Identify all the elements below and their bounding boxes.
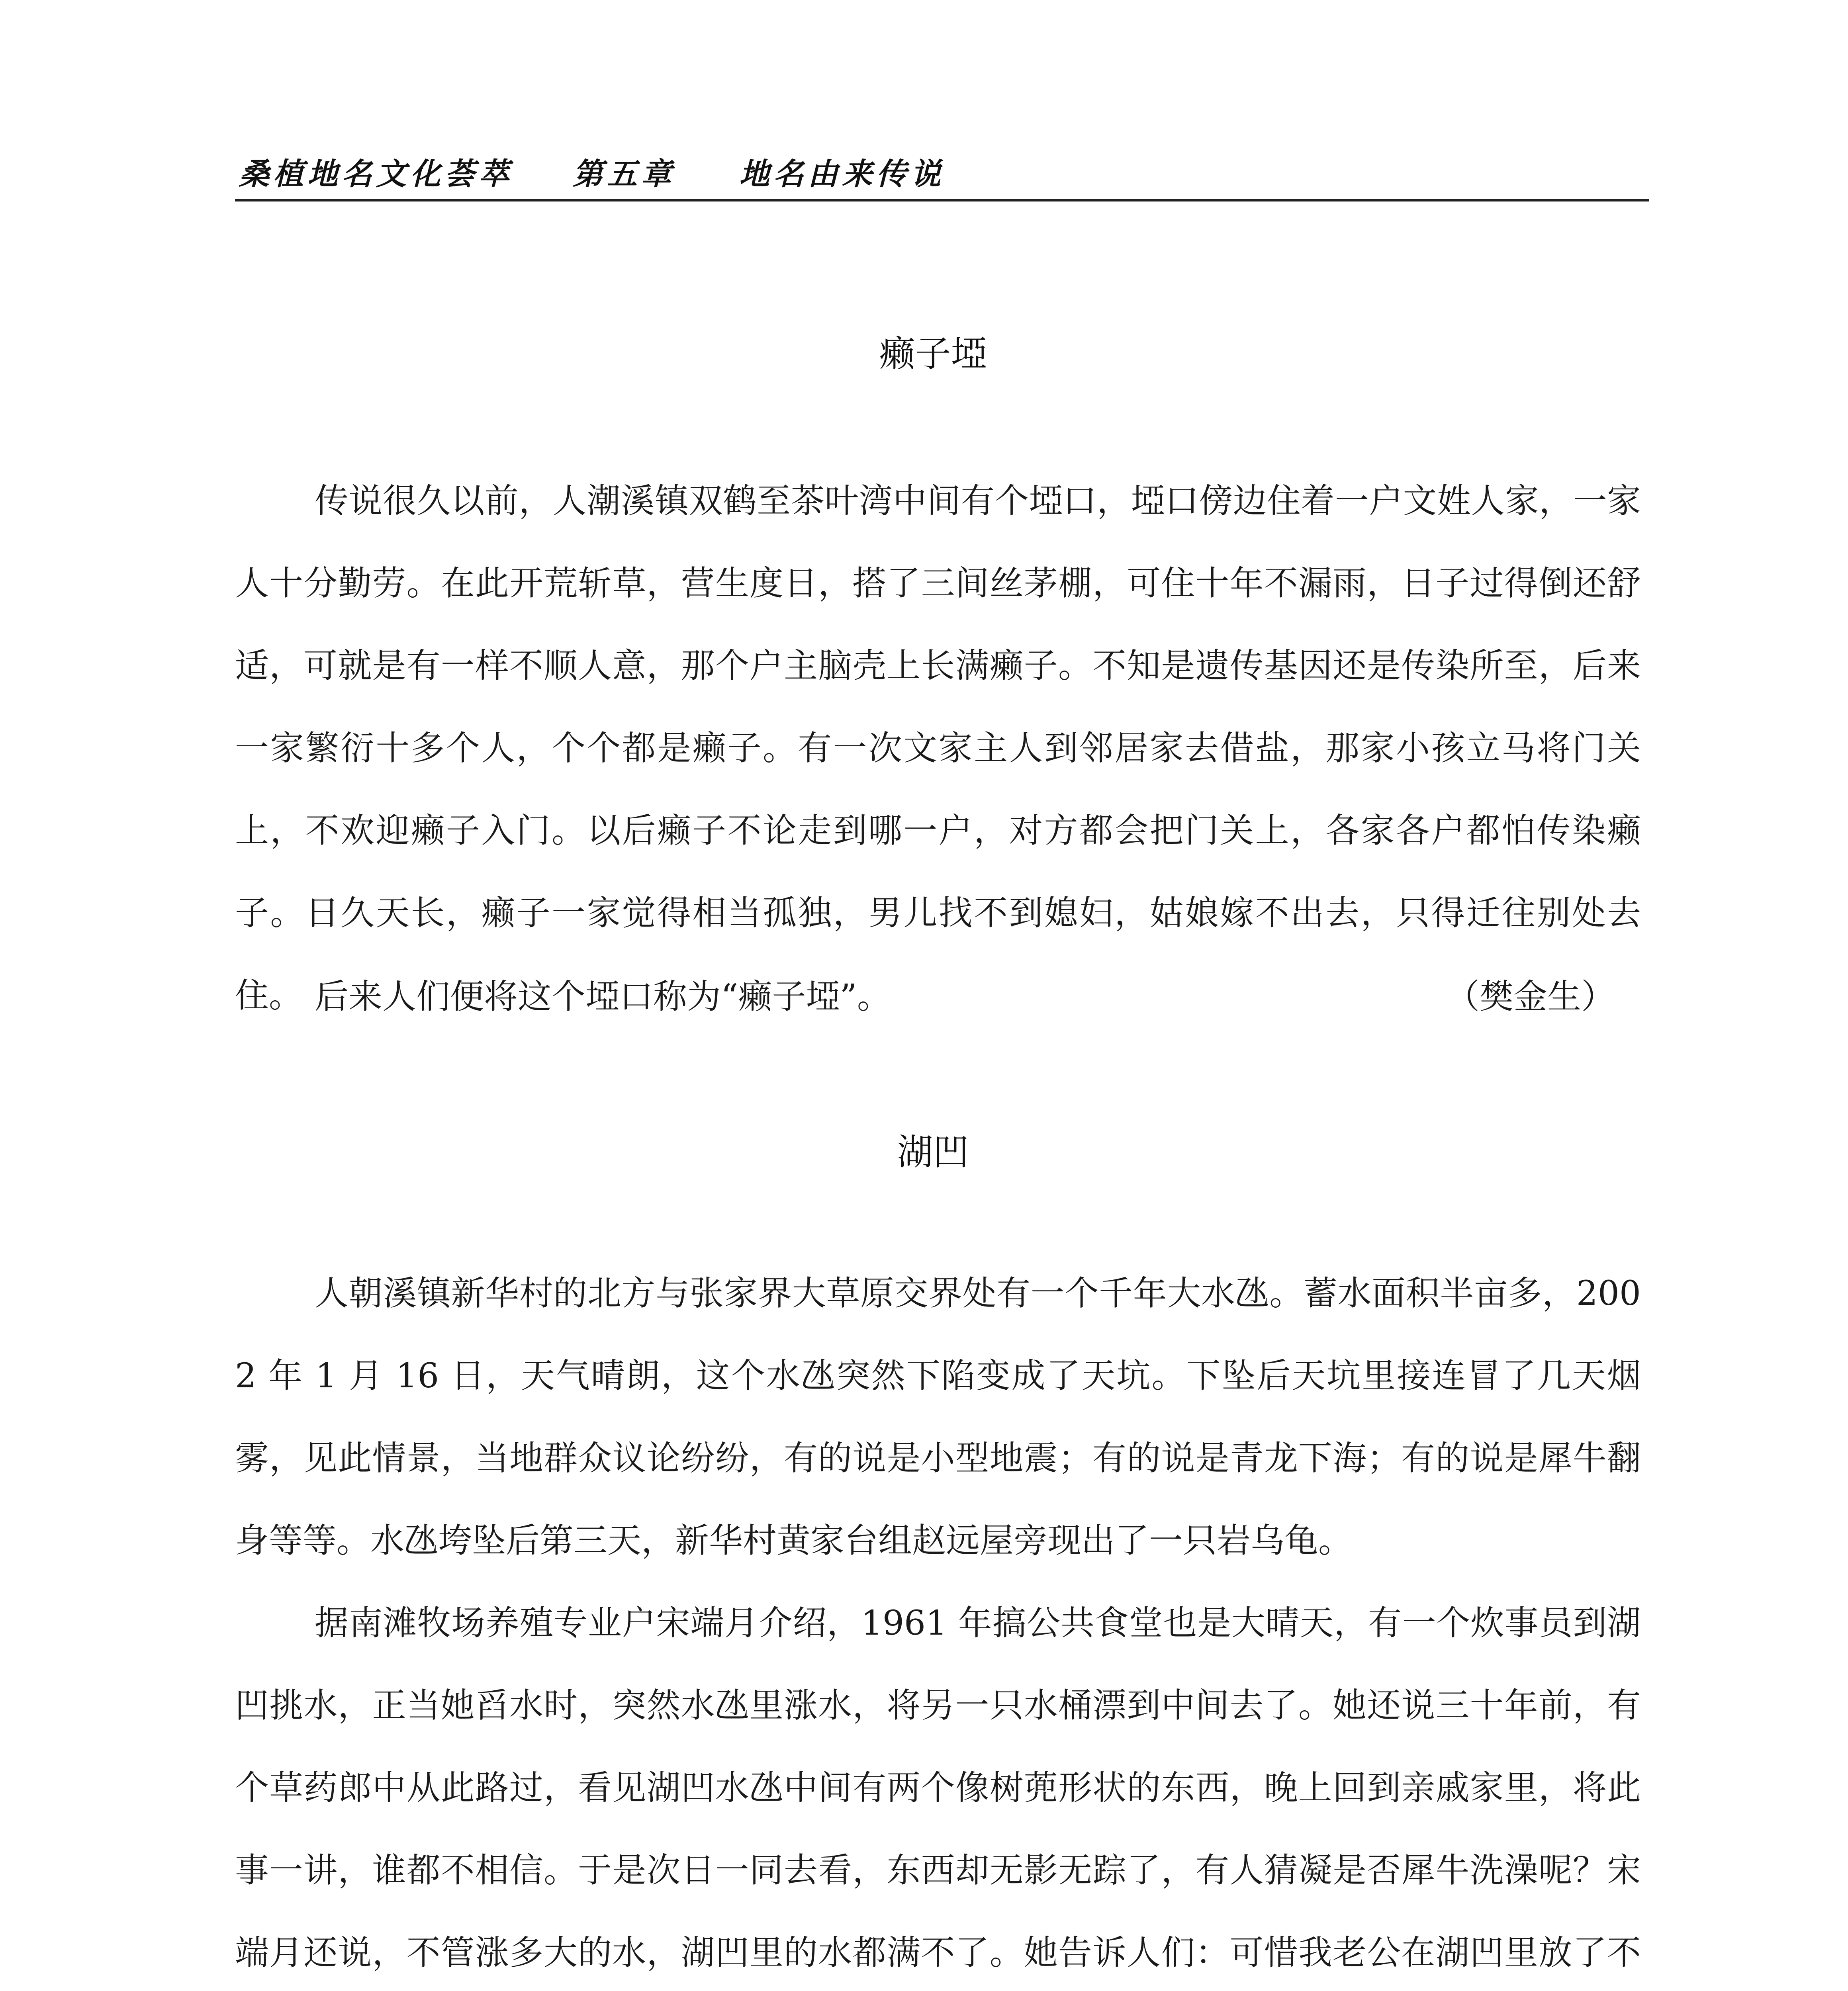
paragraph: 人朝溪镇新华村的北方与张家界大草原交界处有一个千年大水氹。蓄水面积半亩多，2002 年 1 月 16 日，天气晴朗，这个水氹突然下陷变成了天坑。下坠后天坑里接连冒了几天烟雾，见此情景，当地群众议论纷纷，有的说是小型地震；有的说是青龙下海；有的说是犀牛翻身等等。水氹垮坠后第三天，新华村黄家台组赵远屋旁现出了一只岩乌龟。: [235, 1274, 1641, 1561]
paragraph: 传说很久以前，人潮溪镇双鹤至茶叶湾中间有个埡口，埡口傍边住着一户文姓人家，一家人十分勤劳。在此开荒斩草，营生度日，搭了三间丝茅棚，可住十年不漏雨，日子过得倒还舒适，可就是有一样不顺人意，那个户主脑壳上长满癞子。不知是遗传基因还是传染所至，后来一家繁衍十多个人，个个都是癞子。有一次文家主人到邻居家去借盐，那家小孩立马将门关上，不欢迎癞子入门。以后癞子不论走到哪一户，对方都会把门关上，各家各户都怕传染癞子。日久天长，癞子一家觉得相当孤独，男儿找不到媳妇，姑娘嫁不出去，只得迁往别处去住。: [235, 481, 1641, 1015]
header-book-title: 桑植地名文化荟萃: [239, 156, 513, 192]
section-title-laiziya: 癞子埡: [879, 333, 987, 375]
section-body-laiziya: [235, 460, 1641, 1037]
section-body-huwa: [235, 1252, 1641, 1991]
section-title-huwa: 湖凹: [897, 1131, 969, 1173]
author-credit: （樊金生）: [1446, 977, 1615, 1017]
header-chapter: 第五章: [573, 156, 675, 192]
closing-sentence: 后来人们便将这个埡口称为“癞子埡”。: [315, 977, 891, 1017]
header-chapter-title: 地名由来传说: [739, 156, 945, 192]
paragraph: 据南滩牧场养殖专业户宋端月介绍，1961 年搞公共食堂也是大晴天，有一个炊事员到湖凹挑水，正当她舀水时，突然水氹里涨水，将另一只水桶漂到中间去了。她还说三十年前，有个草药郎中从此路过，看见湖凹水氹中间有两个像树蔸形状的东西，晚上回到亲戚家里，将此事一讲，谁都不相信。于是次日一同去看，东西却无影无踪了，有人猜凝是否犀牛洗澡呢？宋端月还说，不管涨多大的水，湖凹里的水都满不了。她告诉人们：可惜我老公在湖凹里放了不: [235, 1604, 1641, 1973]
running-header: [239, 141, 945, 193]
header-rule: [235, 199, 1649, 201]
